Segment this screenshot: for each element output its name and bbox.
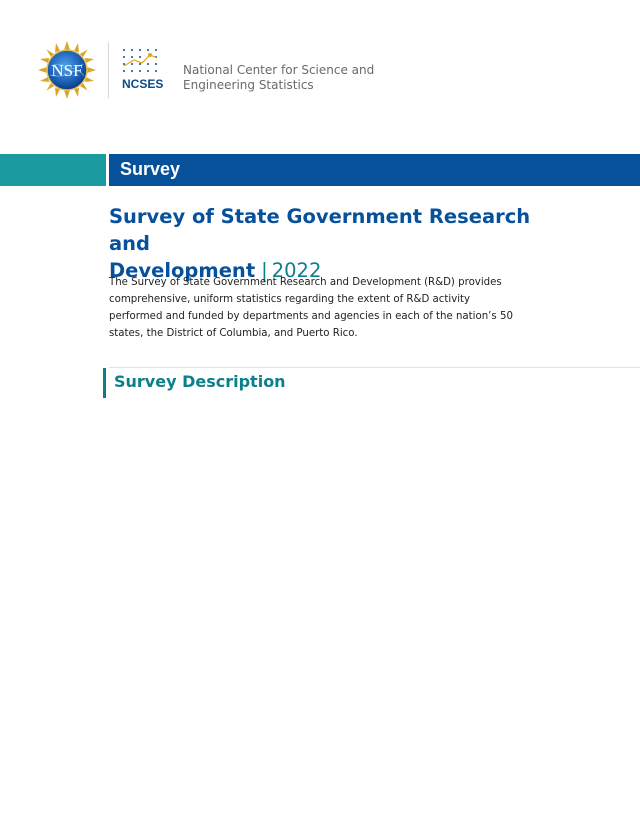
- section-divider: [109, 367, 640, 368]
- section-accent-bar: [103, 368, 106, 398]
- section-heading: Survey Description: [114, 372, 286, 391]
- nsf-lettering: NSF: [51, 61, 83, 80]
- banner-teal-block: [0, 154, 106, 186]
- title-line-1: Survey of State Government Research and: [109, 205, 531, 255]
- title-year: 2022: [271, 259, 322, 282]
- ncses-wordmark: NCSES: [122, 77, 164, 91]
- document-title: [109, 203, 569, 284]
- intro-paragraph: The Survey of State Government Research and Development (R&D) provides comprehensive, uniform statistics regarding the extent of R&D activity performed and funded by departments and agencies in each of the nation’s 50 states, the District of Columbia, and Puerto Rico.: [109, 277, 513, 339]
- ncses-logo: [120, 46, 162, 94]
- nsf-seal-icon: [37, 40, 97, 100]
- title-separator: |: [261, 259, 268, 282]
- title-line-2-text: Development: [109, 259, 256, 282]
- org-name-line-1: National Center for Science and: [183, 63, 375, 77]
- organization-name: [183, 63, 433, 93]
- logo-divider: [108, 42, 109, 98]
- banner-label: Survey: [120, 159, 181, 179]
- ncses-dots-icon: [120, 46, 162, 78]
- org-name-line-2: Engineering Statistics: [183, 78, 314, 92]
- banner-bar: [109, 154, 640, 186]
